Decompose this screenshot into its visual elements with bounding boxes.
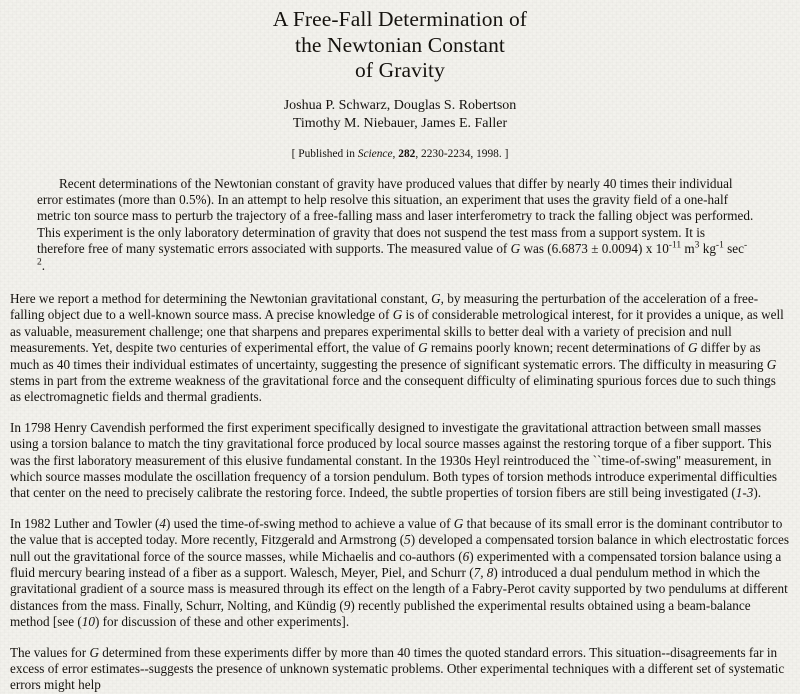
paragraph-5-text-1: The values for <box>10 644 90 660</box>
author-line-1: Joshua P. Schwarz, Douglas S. Robertson <box>283 97 517 113</box>
title-line-1: A Free-Fall Determination of <box>272 7 528 31</box>
paragraph-4-text-1: In 1982 Luther and Towler ( <box>10 515 160 531</box>
symbol-G: G <box>766 356 777 372</box>
paragraph-4 <box>10 516 790 631</box>
paragraph-3-text-2: ). <box>753 485 762 501</box>
symbol-G: G <box>418 340 428 356</box>
paragraph-4-text-5: ) experimented with a compensated torsion balance using a fluid mercury bearing instead of a fiber as a support. Walesch, Meyer, Piel, and Schurr ( <box>10 548 782 581</box>
paragraph-2 <box>10 291 790 406</box>
publication-note <box>10 147 790 161</box>
abstract-text-3: 0.0094) x 10 <box>598 241 669 257</box>
publication-volume: 282 <box>398 147 416 160</box>
citation-4[interactable]: 4 <box>159 515 166 531</box>
paragraph-3 <box>10 420 790 502</box>
paragraph-2-text-2: , by measuring the perturbation of the acceleration of a free-falling object due to a well-known source mass. A precise knowledge of <box>10 290 759 323</box>
plus-minus-symbol: ± <box>591 241 599 257</box>
title-line-2: the Newtonian Constant <box>295 32 505 57</box>
paragraph-4-text-8: ) for discussion of these and other experiments]. <box>94 614 350 630</box>
abstract-paragraph <box>37 176 755 274</box>
exponent-minus-11: -11 <box>668 240 682 251</box>
citation-1-3[interactable]: 1-3 <box>735 485 754 501</box>
page-title <box>10 7 790 84</box>
citation-10[interactable]: 10 <box>81 614 95 630</box>
abstract-text-1: Recent determinations of the Newtonian constant of gravity have produced values that differ by nearly 40 times their individual error estimates (more than 0.5%). In an attempt to help resolve this situation, an experiment that uses the gravity field of a one-half metric ton source mass to perturb the trajectory of a free-falling mass and laser interferometry to track the falling object was performed. This experiment is the only laboratory determination of gravity that does not suspend the test mass from a support system. It is therefore free of many systematic errors associated with supports. The measured value of <box>37 175 754 257</box>
paragraph-4-text-7: ) recently published the experimental results obtained using a beam-balance method [see ( <box>10 597 751 630</box>
citation-5[interactable]: 5 <box>404 532 411 548</box>
abstract-text-4: m <box>681 241 695 257</box>
symbol-G: G <box>688 340 698 356</box>
publication-journal: Science <box>357 147 393 160</box>
title-line-3: of Gravity <box>355 58 445 82</box>
abstract-text-5: kg <box>699 241 716 257</box>
paragraph-2-text-1: Here we report a method for determining the Newtonian gravitational constant, <box>10 290 432 306</box>
paragraph-3-text-1: In 1798 Henry Cavendish performed the first experiment specifically designed to investigate the gravitational attraction between small masses using a torsion balance to match the tiny gravitational force produced by local source masses against the restoring torque of a fiber support. This was the first laboratory measurement of this elusive fundamental constant. In the 1930s Heyl reintroduced the ``time-of-swing'' measurement, in which source masses modulate the oscillation frequency of a torsion pendulum. Both types of torsion methods introduce experimental difficulties that center on the need to precisely calibrate the restoring force. Indeed, the subtle properties of torsion fibers are still being investigated ( <box>10 419 778 501</box>
abstract-text-6: sec <box>723 241 744 257</box>
citation-9[interactable]: 9 <box>343 597 351 613</box>
exponent-minus-2: -2 <box>37 240 748 268</box>
publication-note-suffix: , 2230-2234, 1998. ] <box>415 147 509 160</box>
paragraph-2-text-6: stems in part from the extreme weakness of the gravitational force and the consequent difficulty of eliminating spurious forces due to such things as electromagnetic fields and thermal gradients. <box>10 372 776 405</box>
symbol-G: G <box>89 644 99 660</box>
exponent-minus-1: -1 <box>715 240 724 251</box>
paragraph-2-text-5: differ by as much as 40 times their individual estimates of uncertainty, suggesting the presence of significant systematic errors. The difficulty in measuring <box>10 340 767 372</box>
exponent-3: 3 <box>694 240 700 251</box>
citation-7-8[interactable]: 7, 8 <box>473 565 494 581</box>
symbol-G: G <box>431 290 441 306</box>
title-block <box>10 0 790 161</box>
author-line-2: Timothy M. Niebauer, James E. Faller <box>292 116 508 131</box>
paragraph-4-text-2: ) used the time-of-swing method to achieve a value of <box>165 515 454 531</box>
paragraph-2-text-4: remains poorly known; recent determinations of <box>427 340 688 356</box>
symbol-G: G <box>510 241 521 257</box>
symbol-G: G <box>392 307 403 323</box>
body-content <box>10 176 790 694</box>
symbol-G: G <box>453 515 464 531</box>
abstract-text-2: was (6.6873 <box>520 241 592 257</box>
publication-note-prefix: [ Published in <box>291 147 358 160</box>
publication-separator: , <box>392 147 399 160</box>
paragraph-4-text-3: that because of its small error is the dominant contributor to the value that is accepted today. More recently, Fitzgerald and Armstrong ( <box>10 515 783 548</box>
paragraph-4-text-6: ) introduced a dual pendulum method in which the gravitational gradient of a source mass is measured through its effect on the length of a Fabry-Perot cavity supported by two pendulums at different distances from the mass. Finally, Schurr, Nolting, and Kündig ( <box>10 565 788 613</box>
paragraph-5-text-2: determined from these experiments differ by more than 40 times the quoted standard errors. This situation--disagreements far in excess of error estimates--suggests the presence of unknown systematic problems. Other experimental techniques with a different set of systematic errors might help <box>10 644 785 693</box>
paragraph-5 <box>10 645 790 694</box>
author-list <box>10 97 790 134</box>
abstract-text-7: . <box>41 257 46 273</box>
paragraph-4-text-4: ) developed a compensated torsion balance in which electrostatic forces null out the gravitational force of the source masses, while Michaelis and co-authors ( <box>10 532 790 564</box>
paragraph-2-text-3: is of considerable metrological interest, for it provides a unique, as well as valuable, measurement challenge; one that sharpens and prepares experimental skills to better deal with a variety of precision and null measurements. Yet, despite two centuries of experimental effort, the value of <box>10 307 784 356</box>
citation-6[interactable]: 6 <box>462 548 470 564</box>
